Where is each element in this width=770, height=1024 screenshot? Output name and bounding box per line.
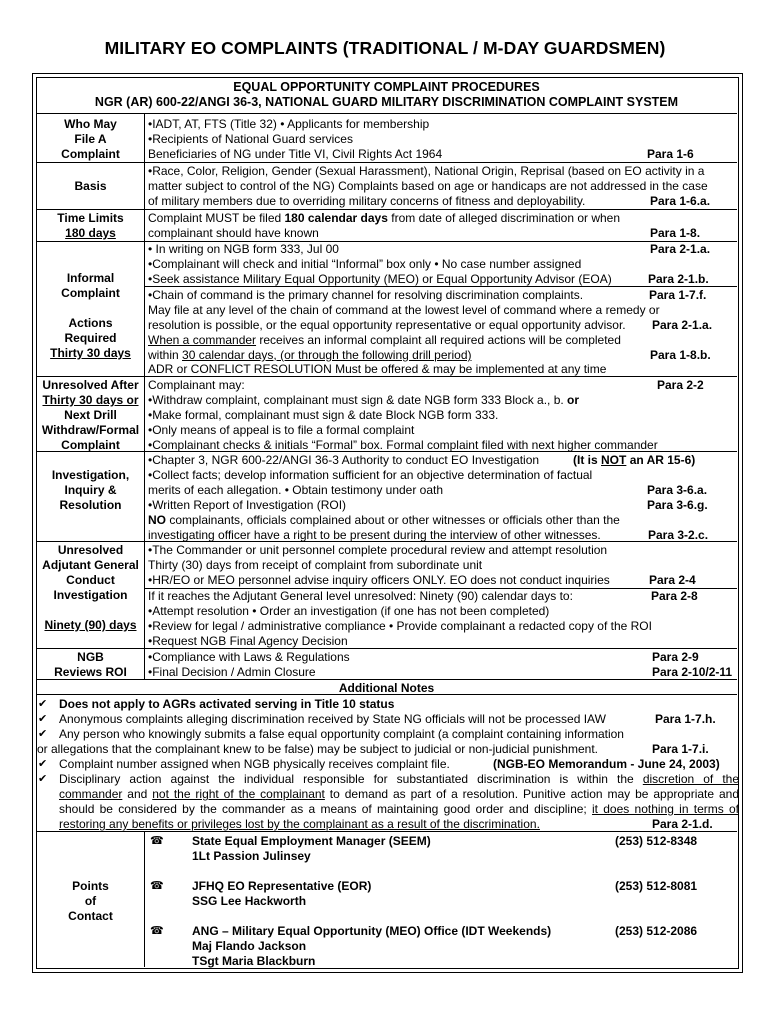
para-ref: Para 2-4: [649, 573, 696, 587]
label-unresolved-after: Unresolved After Thirty 30 days or Next Drill Withdraw/Formal Complaint: [41, 378, 140, 452]
investigation-line: •Chapter 3, NGR 600-22/ANGI 36-3 Authority to conduct EO Investigation: [148, 453, 540, 467]
agc-line: •Request NGB Final Agency Decision: [148, 634, 348, 648]
unresolved-line: •Make formal, complainant must sign & date Block NGB form 333.: [148, 408, 499, 422]
header-line-1: EQUAL OPPORTUNITY COMPLAINT PROCEDURES: [233, 80, 540, 94]
contact-phone: (253) 512-8348: [615, 834, 698, 848]
note-5-cont: restoring any benefits or privileges lost by the complainant as a result of the discrimination.: [59, 817, 540, 831]
who-line: •IADT, AT, FTS (Title 32) • Applicants for membership: [148, 117, 430, 131]
para-ref: Para 1-8.b.: [650, 348, 711, 362]
not-ar-15-6-note: (It is NOT an AR 15-6): [573, 453, 696, 467]
basis-line: •Race, Color, Religion, Gender (Sexual Harassment), National Origin, Reprisal (based on EO activity in a: [148, 164, 705, 178]
informal-line: •Complainant will check and initial “Informal” box only • No case number assigned: [148, 257, 582, 271]
para-ref: Para 1-8.: [650, 226, 701, 240]
contact-name: SSG Lee Hackworth: [192, 894, 307, 908]
memo-ref: (NGB-EO Memorandum - June 24, 2003): [493, 757, 720, 771]
informal-line: •Seek assistance Military Equal Opportunity (MEO) or Equal Opportunity Advisor (EOA): [148, 272, 612, 286]
label-who-may-file: Who May File A Complaint: [61, 117, 120, 161]
note-2: Anonymous complaints alleging discrimination received by State NG officials will not be processed IAW: [59, 712, 606, 726]
para-ref: Para 3-6.g.: [647, 498, 708, 512]
contact-phone: (253) 512-2086: [615, 924, 698, 938]
unresolved-line: •Withdraw complaint, complainant must sign & date NGB form 333 Block a., b. or: [148, 393, 580, 407]
note-5: Disciplinary action against the individual responsible for substantiated discrimination is within the discretion of the: [59, 772, 740, 786]
agc-line: •Attempt resolution • Order an investigation (if one has not been completed): [148, 604, 550, 618]
agc-line: •The Commander or unit personnel complete procedural review and attempt resolution: [148, 543, 608, 557]
para-ref: Para 1-7.f.: [649, 288, 707, 302]
phone-icon: ☎: [150, 880, 164, 892]
unresolved-line: Complainant may:: [148, 378, 245, 392]
para-ref: Para 2-1.a.: [652, 318, 713, 332]
unresolved-line: •Complainant checks & initials “Formal” box. Formal complaint filed with next higher commander: [148, 438, 658, 452]
checkmark-icon: ✔: [38, 773, 48, 785]
header-line-2: NGR (AR) 600-22/ANGI 36-3, NATIONAL GUARD MILITARY DISCRIMINATION COMPLAINT SYSTEM: [94, 95, 679, 109]
label-time-limits: Time Limits 180 days: [57, 211, 124, 240]
unresolved-line: •Only means of appeal is to file a formal complaint: [148, 423, 415, 437]
para-ref: Para 1-6.a.: [650, 194, 711, 208]
ngb-line: •Final Decision / Admin Closure: [148, 665, 316, 679]
investigation-line: •Written Report of Investigation (ROI): [148, 498, 347, 512]
phone-icon: ☎: [150, 925, 164, 937]
note-1: Does not apply to AGRs activated serving in Title 10 status: [59, 697, 395, 711]
para-ref: Para 2-9: [652, 650, 699, 664]
who-line: Beneficiaries of NG under Title VI, Civil Rights Act 1964: [148, 147, 443, 161]
checkmark-icon: ✔: [38, 758, 48, 770]
label-investigation: Investigation, Inquiry & Resolution: [51, 468, 130, 512]
page-title: MILITARY EO COMPLAINTS (TRADITIONAL / M-DAY GUARDSMEN): [104, 38, 666, 58]
basis-line: matter subject to control of the NG) Complaints based on age or handicaps are not addressed in the case: [148, 179, 708, 193]
checkmark-icon: ✔: [38, 698, 48, 710]
informal-line: May file at any level of the chain of command at the lowest level of command where a remedy or: [148, 303, 660, 317]
para-ref: Para 3-2.c.: [648, 528, 709, 542]
divider: [36, 113, 737, 114]
ngb-line: •Compliance with Laws & Regulations: [148, 650, 350, 664]
contact-title: ANG – Military Equal Opportunity (MEO) Office (IDT Weekends): [192, 924, 552, 938]
contact-name: TSgt Maria Blackburn: [192, 954, 316, 968]
agc-line: •Review for legal / administrative compliance • Provide complainant a redacted copy of the ROI: [148, 619, 652, 633]
label-adjutant-general: Unresolved Adjutant General Conduct Investigation Ninety (90) days: [42, 543, 139, 632]
para-ref: Para 2-10/2-11: [652, 665, 733, 679]
note-3: Any person who knowingly submits a false equal opportunity complaint (a complaint containing information: [59, 727, 624, 741]
contact-title: JFHQ EO Representative (EOR): [192, 879, 372, 893]
investigation-line: investigating officer have a right to be present during the interview of other witnesses.: [148, 528, 601, 542]
investigation-line: merits of each allegation. • Obtain testimony under oath: [148, 483, 444, 497]
note-4: Complaint number assigned when NGB physically receives complaint file.: [59, 757, 450, 771]
checkmark-icon: ✔: [38, 713, 48, 725]
para-ref: Para 2-8: [651, 589, 698, 603]
informal-line: ADR or CONFLICT RESOLUTION Must be offered & may be implemented at any time: [148, 362, 607, 376]
agc-line: If it reaches the Adjutant General level unresolved: Ninety (90) calendar days to:: [148, 589, 573, 603]
contact-title: State Equal Employment Manager (SEEM): [192, 834, 431, 848]
para-ref: Para 3-6.a.: [647, 483, 708, 497]
para-ref: Para 2-1.b.: [648, 272, 709, 286]
informal-line: resolution is possible, or the equal opportunity representative or equal opportunity advisor.: [148, 318, 626, 332]
label-basis: Basis: [74, 179, 107, 193]
informal-line: •Chain of command is the primary channel for resolving discrimination complaints.: [148, 288, 584, 302]
note-5-cont: should be considered by the commander as a means of maintaining good order and discipline; it does nothing in terms of: [59, 802, 739, 816]
contact-name: Maj Flando Jackson: [192, 939, 307, 953]
para-ref: Para 1-7.i.: [652, 742, 709, 756]
column-divider: [144, 113, 145, 679]
divider: [36, 209, 737, 210]
time-line: complainant should have known: [148, 226, 319, 240]
para-ref: Para 2-1.a.: [650, 242, 711, 256]
para-ref: Para 1-7.h.: [655, 712, 716, 726]
para-ref: Para 2-1.d.: [652, 817, 713, 831]
checkmark-icon: ✔: [38, 728, 48, 740]
label-ngb-reviews: NGB Reviews ROI: [54, 650, 127, 679]
phone-icon: ☎: [150, 835, 164, 847]
label-informal: Informal Complaint Actions Required Thirty 30 days: [50, 271, 131, 360]
investigation-line: NO complainants, officials complained about or other witnesses or officials other than the: [148, 513, 620, 527]
column-divider: [144, 831, 145, 967]
basis-line: of military members due to overriding military concerns of fitness and deployability.: [148, 194, 586, 208]
informal-line: within 30 calendar days, (or through the following drill period): [148, 348, 472, 362]
label-points-of-contact: Points of Contact: [68, 879, 113, 923]
note-3-cont: or allegations that the complainant knew to be false) may be subject to judicial or non-judicial punishment.: [37, 742, 598, 756]
divider: [36, 162, 737, 163]
agc-line: •HR/EO or MEO personnel advise inquiry officers ONLY. EO does not conduct inquiries: [148, 573, 610, 587]
additional-notes-heading: Additional Notes: [338, 681, 435, 695]
contact-phone: (253) 512-8081: [615, 879, 698, 893]
informal-line: • In writing on NGB form 333, Jul 00: [148, 242, 339, 256]
who-line: •Recipients of National Guard services: [148, 132, 353, 146]
investigation-line: •Collect facts; develop information sufficient for an objective determination of factual: [148, 468, 593, 482]
informal-line: When a commander receives an informal complaint all required actions will be completed: [148, 333, 621, 347]
agc-line: Thirty (30) days from receipt of complaint from subordinate unit: [148, 558, 483, 572]
para-ref: Para 1-6: [647, 147, 694, 161]
note-5-cont: commander and not the right of the complainant to demand as part of a resolution. Punitive action may be appropriate and: [59, 787, 739, 801]
contact-name: 1Lt Passion Julinsey: [192, 849, 311, 863]
time-line: Complaint MUST be filed 180 calendar days from date of alleged discrimination or when: [148, 211, 621, 225]
para-ref: Para 2-2: [657, 378, 704, 392]
